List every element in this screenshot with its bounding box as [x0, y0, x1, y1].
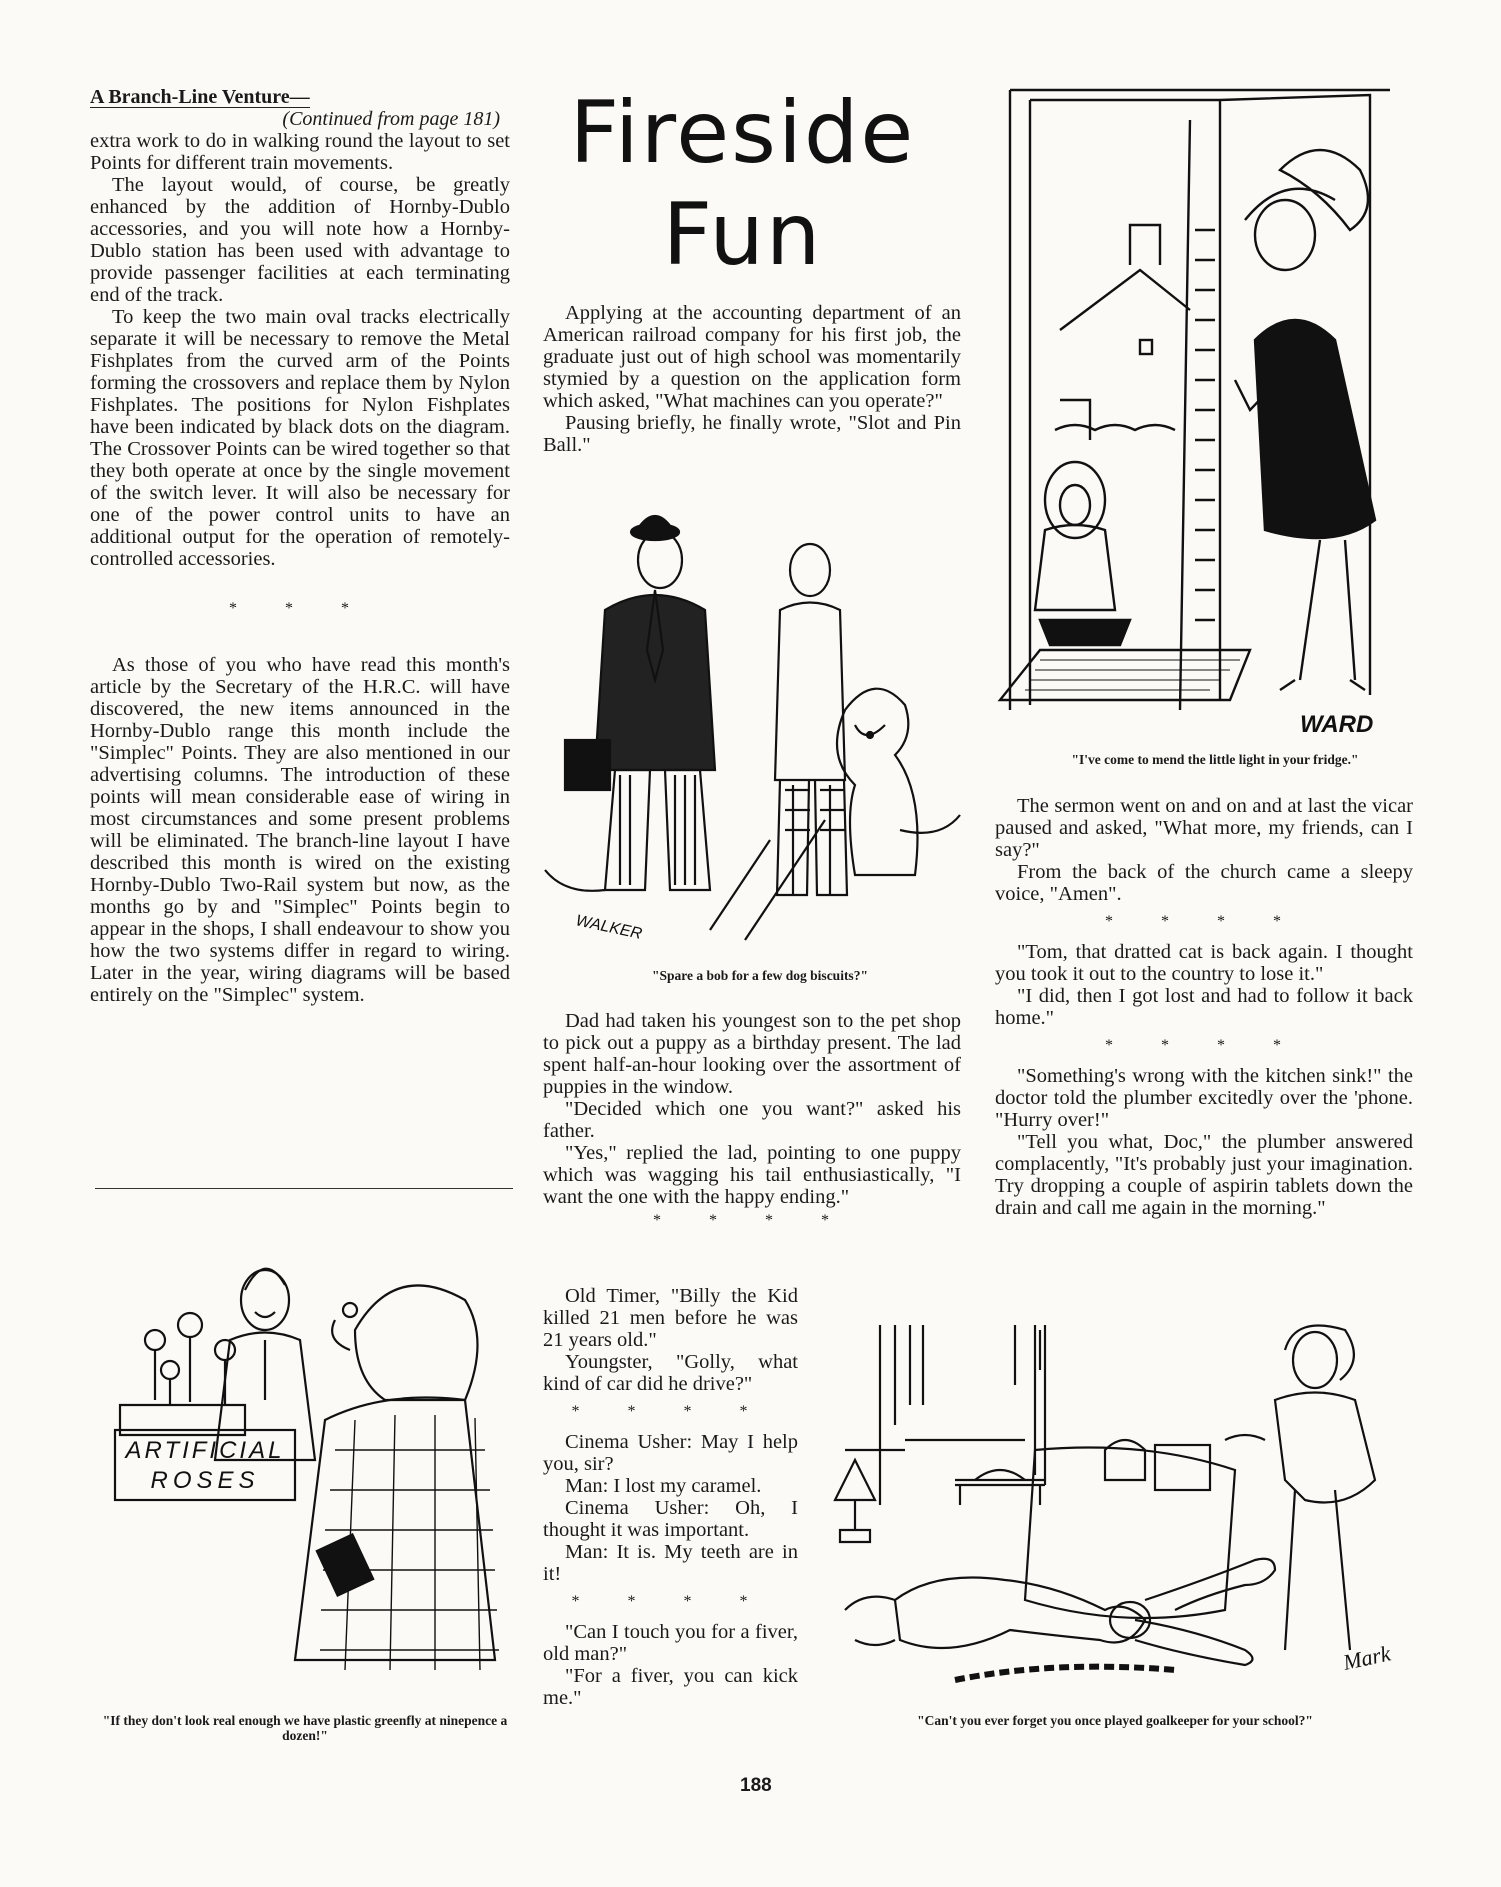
- joke-paragraph: "I did, then I got lost and had to follow it back home.": [995, 985, 1413, 1029]
- joke-paragraph: "Something's wrong with the kitchen sink!" the doctor told the plumber excitedly over the 'phone. "Hurry over!": [995, 1065, 1413, 1131]
- joke-paragraph: Man: It is. My teeth are in it!: [543, 1541, 798, 1585]
- section-break: * * *: [229, 600, 371, 617]
- fridge-caption: "I've come to mend the little light in your fridge.": [1071, 752, 1359, 767]
- section-break: * * * *: [571, 1403, 770, 1420]
- continued-note: (Continued from page 181): [282, 108, 500, 130]
- title-line-1: Fireside: [569, 83, 916, 183]
- section-break: * * * *: [1105, 913, 1303, 930]
- title-line-2: Fun: [662, 185, 823, 285]
- article-paragraph: To keep the two main oval tracks electrically separate it will be necessary to remove the Metal Fishplates from the curved arm of the Points forming the crossovers and replace them by Nylon Fishplates. The positions for Nylon Fishplates have been indicated by black dots on the diagram. The Crossover Points can be wired together so that they both operate at once by the single movement of the switch lever. It will also be necessary for one of the power control units to have an additional output for the operation of remotely-controlled accessories.: [90, 306, 510, 570]
- joke-paragraph: "For a fiver, you can kick me.": [543, 1665, 798, 1709]
- article-paragraph: extra work to do in walking round the layout to set Points for different train movements.: [90, 130, 510, 174]
- fridge-illustration: [1000, 80, 1430, 740]
- joke-paragraph: "Decided which one you want?" asked his father.: [543, 1098, 961, 1142]
- joke-paragraph: Pausing briefly, he finally wrote, "Slot and Pin Ball.": [543, 412, 961, 456]
- page-title: [545, 82, 940, 286]
- joke-paragraph: Old Timer, "Billy the Kid killed 21 men before he was 21 years old.": [543, 1285, 798, 1351]
- dog-illustration: [545, 510, 975, 950]
- goalkeeper-cartoon: [805, 1320, 1430, 1700]
- joke-paragraph: Man: I lost my caramel.: [565, 1475, 762, 1497]
- dog-cartoon: [545, 510, 975, 950]
- joke-paragraph: "Tell you what, Doc," the plumber answered complacently, "It's probably just your imagination. Try dropping a couple of aspirin tablets down the drain and call me again in the morning.": [995, 1131, 1413, 1219]
- middle-column-short-jokes: [543, 1285, 798, 1709]
- sign-line-2: ROSES: [150, 1467, 260, 1494]
- right-column: [995, 795, 1413, 1219]
- article-paragraph: As those of you who have read this month's article by the Secretary of the H.R.C. will have discovered, the new items announced in the Hornby-Dublo range this month include the "Simplec" Points. They are also mentioned in our advertising columns. The introduction of these points will mean considerable ease of wiring in most circumstances and some present problems will be eliminated. The branch-line layout I have described this month is wired on the existing Hornby-Dublo Two-Rail system but now, as the months go by and "Simplec" Points begin to appear in the shops, I shall endeavour to show you how the two systems differ in regard to wiring. Later in the year, wiring diagrams will be based entirely on the "Simplec" system.: [90, 654, 510, 1006]
- joke-paragraph: Youngster, "Golly, what kind of car did he drive?": [543, 1351, 798, 1395]
- joke-paragraph: "Can I touch you for a fiver, old man?": [543, 1621, 798, 1665]
- article-paragraph: The layout would, of course, be greatly enhanced by the addition of Hornby-Dublo accessories, and you will note how a Hornby-Dublo station has been used with advantage to provide passenger facilities at each terminating end of the track.: [90, 174, 510, 306]
- fridge-cartoon: [1000, 80, 1430, 740]
- section-break: * * * *: [1105, 1037, 1303, 1054]
- roses-caption: "If they don't look real enough we have plastic greenfly at ninepence a dozen!": [102, 1713, 508, 1743]
- fridge-signature: WARD: [1300, 711, 1374, 738]
- goalkeeper-signature: Mark: [1340, 1640, 1393, 1675]
- joke-paragraph: Dad had taken his youngest son to the pet shop to pick out a puppy as a birthday present. The lad spent half-an-hour looking over the assortment of puppies in the window.: [543, 1010, 961, 1098]
- joke-paragraph: Cinema Usher: Oh, I thought it was important.: [543, 1497, 798, 1541]
- joke-paragraph: "Yes," replied the lad, pointing to one puppy which was wagging his tail enthusiastically, "I want the one with the happy ending.": [543, 1142, 961, 1208]
- roses-cartoon: [95, 1230, 515, 1700]
- goalkeeper-caption: "Can't you ever forget you once played goalkeeper for your school?": [917, 1713, 1313, 1728]
- section-break: * * * *: [571, 1593, 770, 1610]
- sign-line-1: ARTIFICIAL: [125, 1437, 285, 1464]
- dog-signature: WALKER: [574, 912, 644, 943]
- goalkeeper-illustration: [805, 1320, 1430, 1700]
- joke-paragraph: Cinema Usher: May I help you, sir?: [543, 1431, 798, 1475]
- section-break: * * * *: [653, 1212, 851, 1229]
- joke-paragraph: From the back of the church came a sleepy voice, "Amen".: [995, 861, 1413, 905]
- running-head: A Branch-Line Venture—: [90, 86, 310, 108]
- dog-caption: "Spare a bob for a few dog biscuits?": [652, 968, 868, 983]
- middle-column-top: [543, 302, 961, 456]
- joke-paragraph: Applying at the accounting department of an American railroad company for his first job, the graduate just out of high school was momentarily stymied by a question on the application form which asked, "What machines can you operate?": [543, 302, 961, 412]
- roses-illustration: [95, 1230, 515, 1700]
- left-column: [90, 86, 510, 1006]
- middle-column-dog-joke: [543, 1010, 961, 1234]
- joke-paragraph: The sermon went on and on and at last the vicar paused and asked, "What more, my friends, can I say?": [995, 795, 1413, 861]
- column-rule: [95, 1188, 513, 1189]
- joke-paragraph: "Tom, that dratted cat is back again. I thought you took it out to the country to lose it.": [995, 941, 1413, 985]
- page-number: 188: [740, 1775, 772, 1796]
